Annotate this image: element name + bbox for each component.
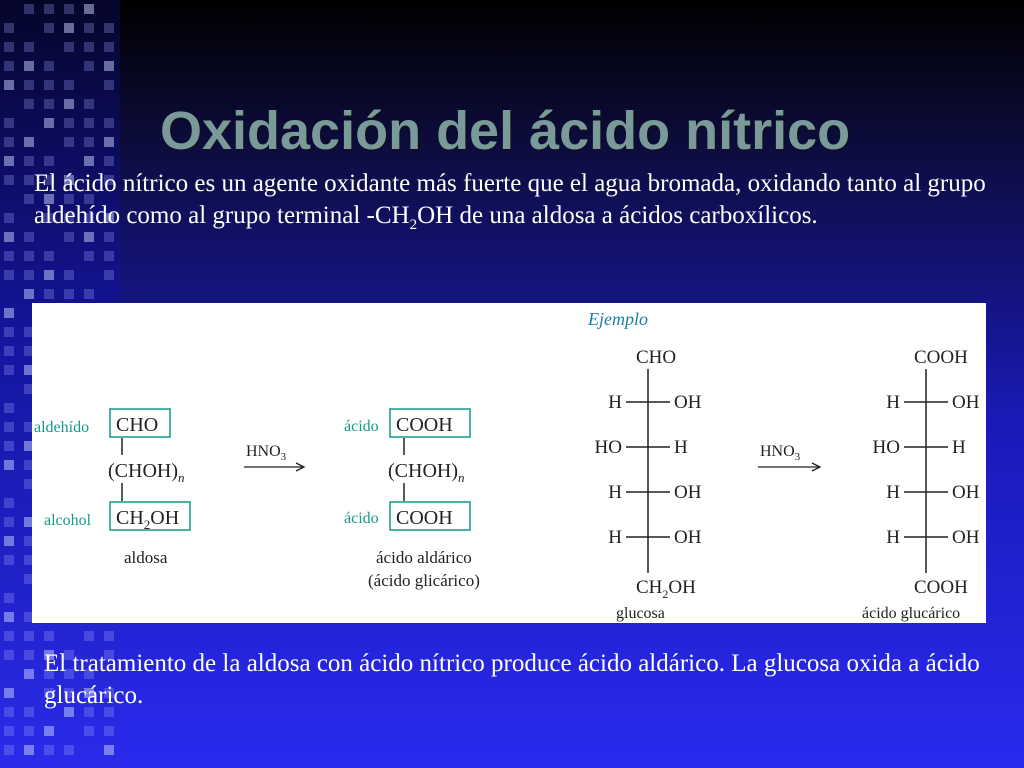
glucaric-row-left-1: H <box>886 392 900 413</box>
decorative-square <box>84 726 94 736</box>
decorative-square <box>24 156 34 166</box>
decorative-square <box>84 251 94 261</box>
decorative-square <box>4 42 14 52</box>
glucaric-row-left-4: H <box>886 527 900 548</box>
decorative-square <box>84 631 94 641</box>
decorative-square <box>4 536 14 546</box>
caption-acido-glucarico: ácido glucárico <box>862 605 961 622</box>
glucose-row-left-1: H <box>608 392 622 413</box>
decorative-square <box>4 498 14 508</box>
caption-aldosa: aldosa <box>124 548 168 567</box>
decorative-square <box>4 650 14 660</box>
decorative-square <box>44 23 54 33</box>
decorative-square <box>4 460 14 470</box>
decorative-square <box>84 137 94 147</box>
decorative-square <box>64 745 74 755</box>
decorative-square <box>44 61 54 71</box>
decorative-square <box>104 726 114 736</box>
decorative-square <box>104 61 114 71</box>
glucaric-cooh-bottom: COOH <box>914 577 968 598</box>
glucose-row-right-1: OH <box>674 392 702 413</box>
decorative-square <box>64 137 74 147</box>
decorative-square <box>4 517 14 527</box>
glucose-row-right-3: OH <box>674 482 702 503</box>
decorative-square <box>4 80 14 90</box>
intro-subscript: 2 <box>409 217 418 233</box>
glucose-row-left-2: HO <box>594 437 622 458</box>
label-acido-bottom: ácido <box>344 510 379 527</box>
decorative-square <box>4 137 14 147</box>
decorative-square <box>104 270 114 280</box>
decorative-square <box>104 23 114 33</box>
decorative-square <box>44 80 54 90</box>
aldaric-chohn: $(CHOH)_n$ <box>388 460 465 485</box>
reagent-hno3-general: $HNO_3$ <box>246 443 287 463</box>
decorative-square <box>64 4 74 14</box>
decorative-square <box>24 137 34 147</box>
decorative-square <box>64 270 74 280</box>
decorative-square <box>4 726 14 736</box>
decorative-square <box>24 80 34 90</box>
glucose-row-right-2: H <box>674 437 688 458</box>
decorative-square <box>44 118 54 128</box>
decorative-square <box>104 80 114 90</box>
reagent-hno3-example: $HNO_3$ <box>760 443 801 463</box>
decorative-square <box>4 270 14 280</box>
caption-glucosa: glucosa <box>616 605 665 622</box>
glucaric-row-left-3: H <box>886 482 900 503</box>
decorative-square <box>84 118 94 128</box>
decorative-square <box>24 61 34 71</box>
caption-acido-glicarico: (ácido glicárico) <box>368 571 480 590</box>
label-alcohol: alcohol <box>44 512 92 529</box>
glucose-row-right-4: OH <box>674 527 702 548</box>
glucose-row-left-3: H <box>608 482 622 503</box>
aldosa-cho: CHO <box>116 414 159 436</box>
decorative-square <box>24 251 34 261</box>
decorative-square <box>104 745 114 755</box>
decorative-square <box>44 270 54 280</box>
decorative-square <box>104 118 114 128</box>
aldaric-cooh-top: COOH <box>396 414 453 436</box>
decorative-square <box>4 422 14 432</box>
decorative-square <box>4 251 14 261</box>
decorative-square <box>4 745 14 755</box>
decorative-square <box>24 726 34 736</box>
decorative-square <box>84 61 94 71</box>
decorative-square <box>24 194 34 204</box>
decorative-square <box>84 23 94 33</box>
label-acido-top: ácido <box>344 418 379 435</box>
decorative-square <box>44 4 54 14</box>
decorative-square <box>24 99 34 109</box>
decorative-square <box>24 42 34 52</box>
decorative-square <box>84 289 94 299</box>
glucose-ch2oh: $CH_2OH$ <box>636 577 696 601</box>
decorative-square <box>64 23 74 33</box>
intro-paragraph <box>34 168 994 241</box>
decorative-square <box>44 156 54 166</box>
decorative-square <box>44 745 54 755</box>
glucaric-cooh-top: COOH <box>914 347 968 368</box>
decorative-square <box>24 270 34 280</box>
decorative-square <box>104 137 114 147</box>
decorative-square <box>4 593 14 603</box>
decorative-square <box>4 118 14 128</box>
decorative-square <box>4 61 14 71</box>
glucaric-row-right-1: OH <box>952 392 980 413</box>
decorative-square <box>104 631 114 641</box>
decorative-square <box>44 726 54 736</box>
decorative-square <box>104 251 114 261</box>
decorative-square <box>4 175 14 185</box>
decorative-square <box>64 99 74 109</box>
glucaric-row-right-4: OH <box>952 527 980 548</box>
decorative-square <box>4 365 14 375</box>
glucaric-row-right-3: OH <box>952 482 980 503</box>
aldosa-ch2oh: $CH_2OH$ <box>116 507 180 532</box>
decorative-square <box>4 156 14 166</box>
decorative-square <box>104 156 114 166</box>
decorative-square <box>24 745 34 755</box>
decorative-square <box>64 118 74 128</box>
reaction-diagram <box>32 303 986 623</box>
decorative-square <box>84 156 94 166</box>
label-aldehido: aldehído <box>34 419 90 436</box>
decorative-square <box>4 403 14 413</box>
decorative-square <box>64 42 74 52</box>
decorative-square <box>44 99 54 109</box>
decorative-square <box>4 612 14 622</box>
decorative-square <box>84 4 94 14</box>
decorative-square <box>64 80 74 90</box>
intro-text-1: El ácido nítrico es un agente oxidante más fuerte que el agua bromada, oxidando tanto al grupo aldehído como al grupo terminal -CH <box>34 170 986 229</box>
decorative-square <box>4 23 14 33</box>
decorative-square <box>4 308 14 318</box>
reaction-figure <box>32 303 986 623</box>
decorative-square <box>4 232 14 242</box>
decorative-square <box>4 346 14 356</box>
glucose-cho: CHO <box>636 347 677 368</box>
decorative-square <box>24 650 34 660</box>
decorative-square <box>44 251 54 261</box>
decorative-square <box>24 232 34 242</box>
decorative-square <box>104 42 114 52</box>
decorative-square <box>44 289 54 299</box>
aldosa-chohn: $(CHOH)_n$ <box>108 460 185 485</box>
decorative-square <box>4 707 14 717</box>
outro-paragraph: El tratamiento de la aldosa con ácido nítrico produce ácido aldárico. La glucosa oxida a ácido glucárico. <box>44 650 980 709</box>
decorative-square <box>24 707 34 717</box>
decorative-square <box>64 289 74 299</box>
decorative-square <box>4 213 14 223</box>
decorative-square <box>24 175 34 185</box>
example-heading: Ejemplo <box>588 309 648 329</box>
decorative-square <box>4 327 14 337</box>
decorative-square <box>84 99 94 109</box>
decorative-square <box>4 441 14 451</box>
glucose-row-left-4: H <box>608 527 622 548</box>
decorative-square <box>24 669 34 679</box>
decorative-square <box>24 631 34 641</box>
caption-acido-aldarico: ácido aldárico <box>376 548 472 567</box>
decorative-square <box>24 289 34 299</box>
decorative-square <box>84 42 94 52</box>
decorative-square <box>4 555 14 565</box>
decorative-square <box>4 688 14 698</box>
glucaric-row-left-2: HO <box>872 437 900 458</box>
slide-title: Oxidación del ácido nítrico <box>160 101 851 161</box>
aldaric-cooh-bottom: COOH <box>396 507 453 529</box>
intro-text-2: OH de una aldosa a ácidos carboxílicos. <box>417 202 818 229</box>
glucaric-row-right-2: H <box>952 437 966 458</box>
decorative-square <box>24 4 34 14</box>
decorative-square <box>44 631 54 641</box>
decorative-square <box>4 631 14 641</box>
